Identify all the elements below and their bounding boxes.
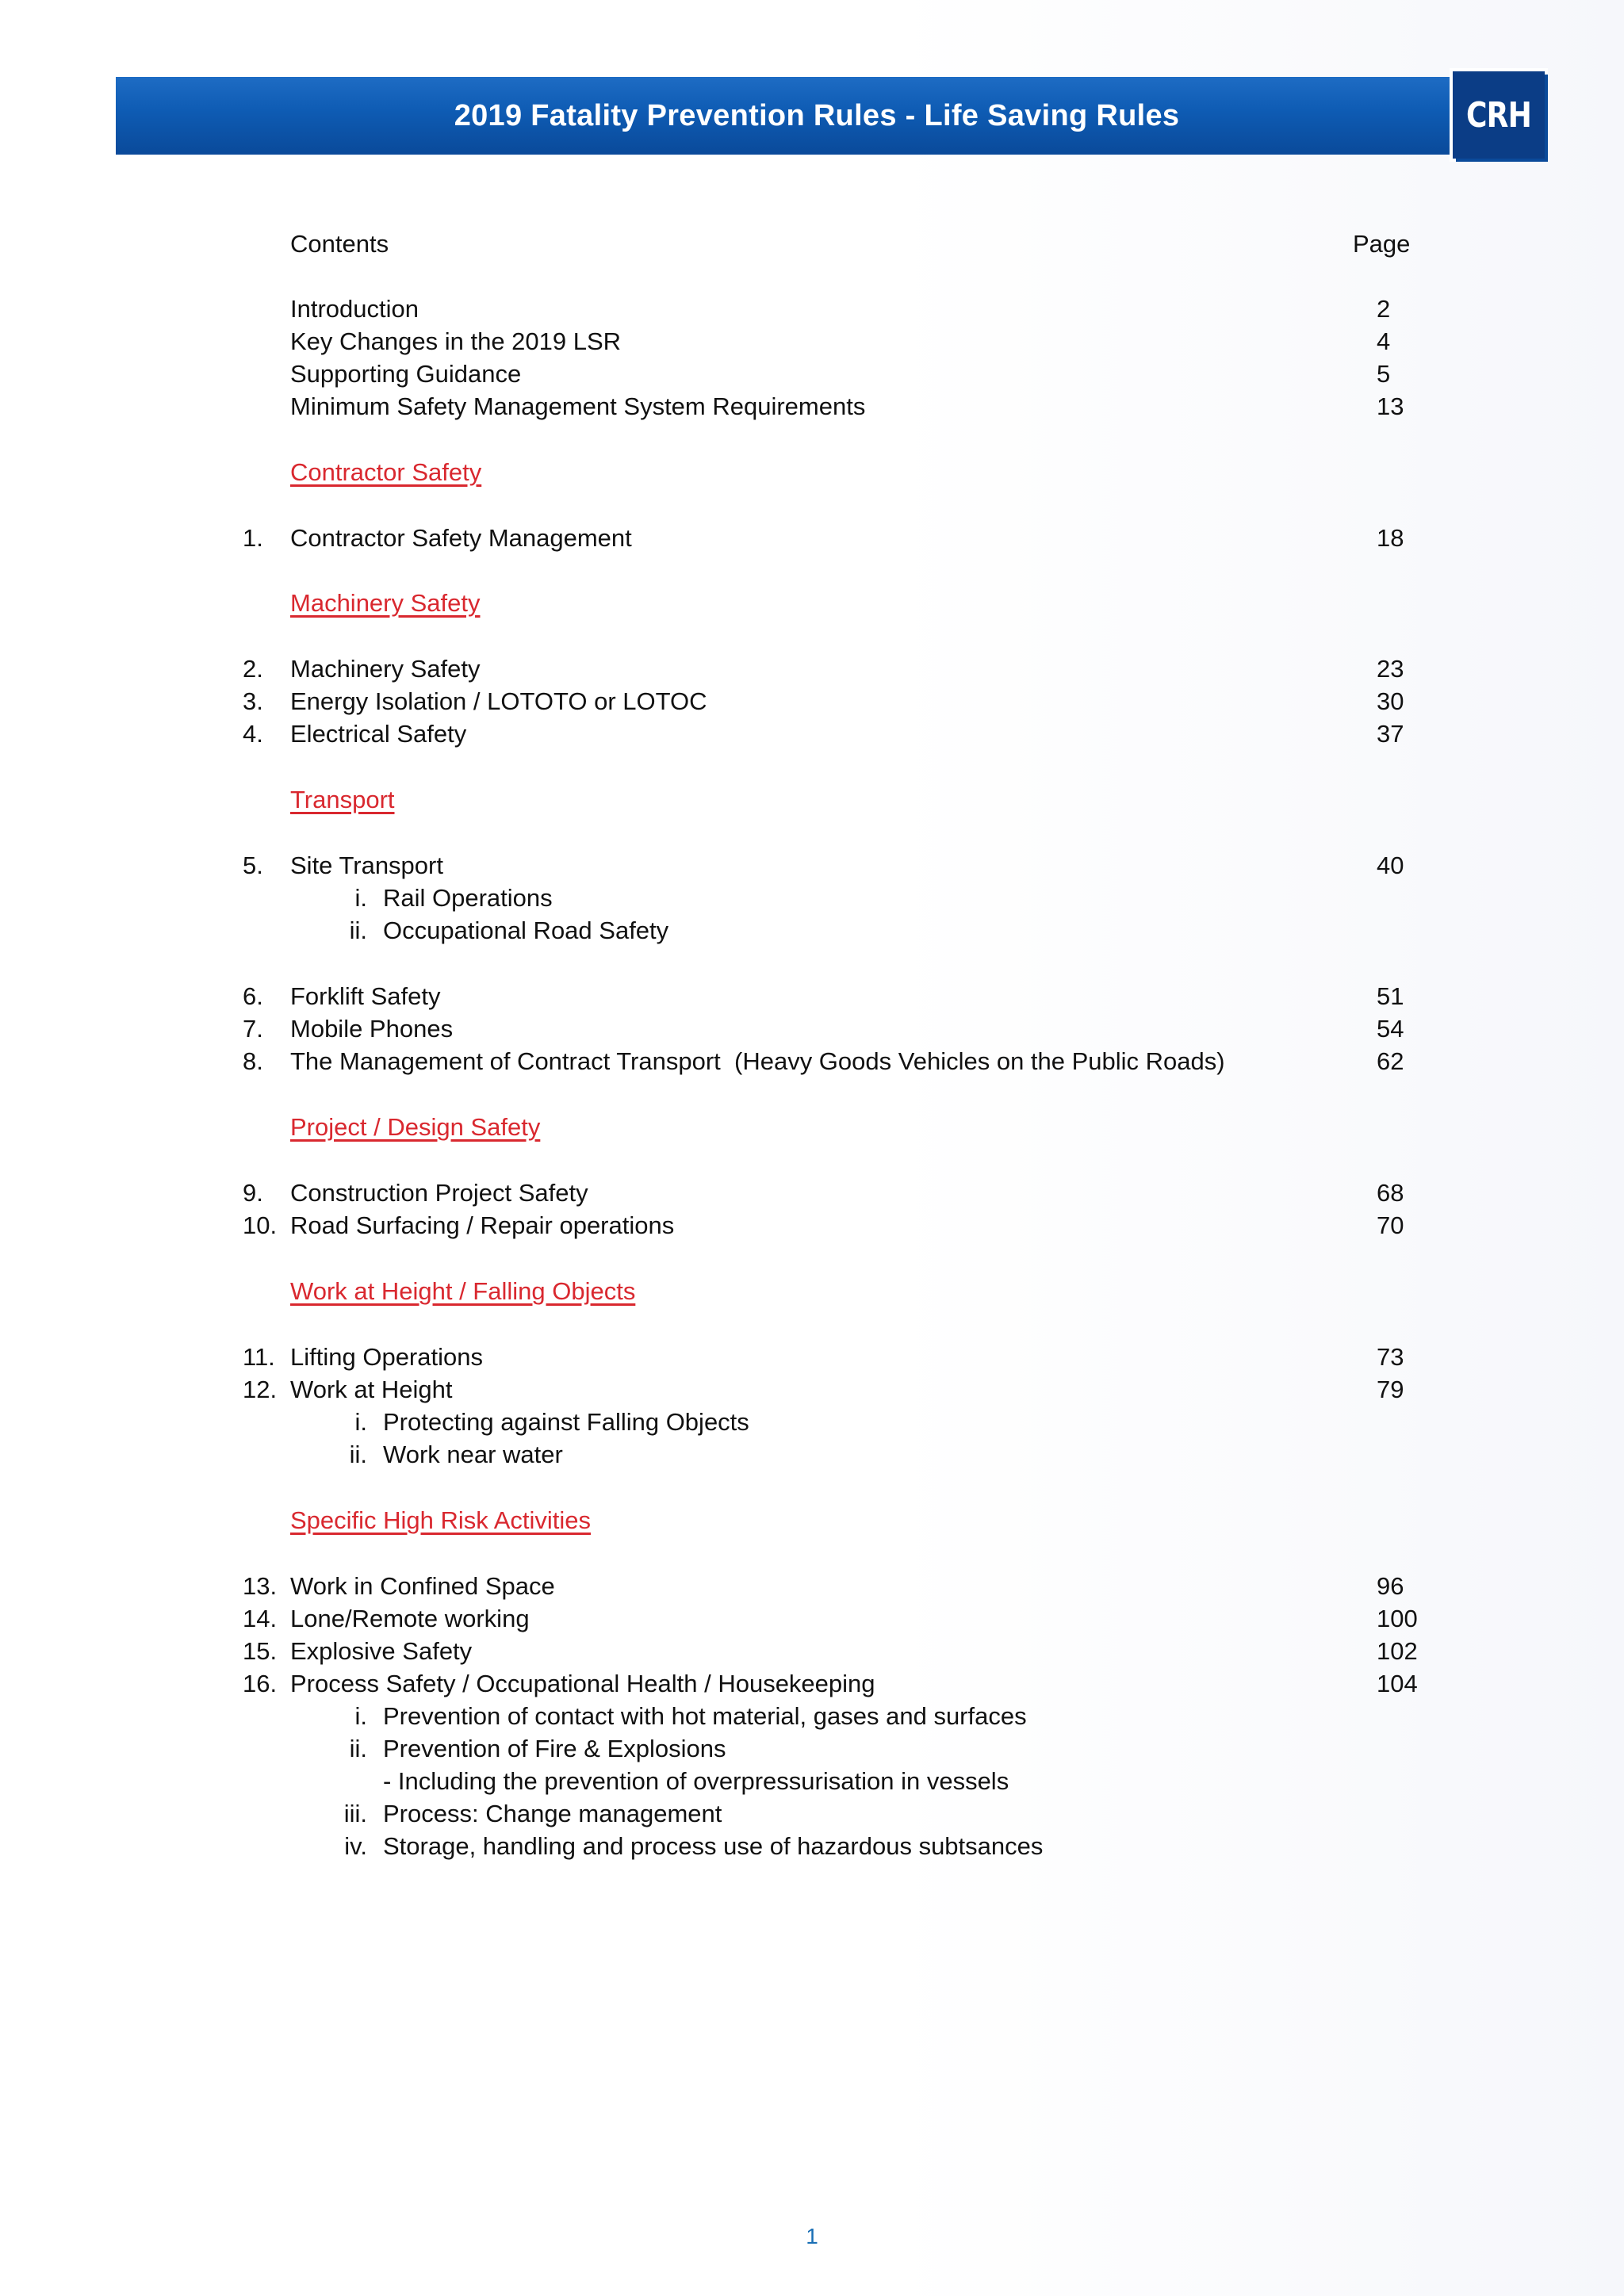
entry-number: 10. (243, 1211, 278, 1239)
contents-heading: Contents (290, 230, 389, 258)
entry-label: Explosive Safety (290, 1637, 473, 1665)
toc-entry[interactable] (0, 1012, 1624, 1045)
entry-number: 9. (243, 1179, 263, 1207)
title-banner (116, 77, 1546, 155)
subentry-label: Process: Change management (383, 1800, 722, 1827)
entry-number: 15. (243, 1637, 278, 1665)
toc-entry[interactable] (0, 1045, 1624, 1077)
subentry-number: ii. (349, 1441, 367, 1468)
toc-subentry[interactable] (0, 914, 1624, 947)
toc-subentry[interactable] (0, 1438, 1624, 1471)
entry-label: Key Changes in the 2019 LSR (290, 327, 622, 355)
entry-page: 18 (1377, 524, 1404, 552)
toc-entry[interactable] (0, 1635, 1624, 1667)
entry-label: Lone/Remote working (290, 1605, 530, 1632)
section-heading-row (0, 1275, 1624, 1307)
toc-header-row (0, 228, 1624, 260)
entry-label: Work in Confined Space (290, 1572, 555, 1600)
entry-label: Contractor Safety Management (290, 524, 632, 552)
section-link[interactable]: Work at Height / Falling Objects (290, 1277, 636, 1305)
subentry-label: Prevention of Fire & Explosions (383, 1735, 726, 1762)
entry-label: Introduction (290, 295, 419, 323)
entry-number: 6. (243, 982, 263, 1010)
entry-number: 13. (243, 1572, 278, 1600)
entry-page: 51 (1377, 982, 1404, 1010)
entry-label: Machinery Safety (290, 655, 481, 683)
logo-text: CRH (1466, 94, 1531, 136)
entry-page: 4 (1377, 327, 1391, 355)
entry-page: 30 (1377, 687, 1404, 715)
crh-logo (1453, 71, 1545, 159)
toc-subentry[interactable] (0, 1406, 1624, 1438)
toc-entry[interactable] (0, 522, 1624, 554)
entry-label: The Management of Contract Transport (Heavy Goods Vehicles on the Public Roads) (290, 1047, 1225, 1075)
subentry-label: Protecting against Falling Objects (383, 1408, 749, 1436)
entry-label: Supporting Guidance (290, 360, 522, 388)
section-link[interactable]: Contractor Safety (290, 458, 482, 486)
toc-subentry[interactable] (0, 1830, 1624, 1862)
entry-number: 16. (243, 1670, 278, 1697)
toc-subentry[interactable] (0, 1797, 1624, 1830)
entry-number: 7. (243, 1015, 263, 1043)
entry-page: 62 (1377, 1047, 1404, 1075)
toc-entry[interactable] (0, 685, 1624, 718)
entry-page: 23 (1377, 655, 1404, 683)
subentry-label: Storage, handling and process use of hazardous subtsances (383, 1832, 1044, 1860)
toc-subentry[interactable] (0, 882, 1624, 914)
entry-page: 96 (1377, 1572, 1404, 1600)
subentry-number: iv. (344, 1832, 367, 1860)
toc-entry[interactable] (0, 358, 1624, 390)
entry-label: Process Safety / Occupational Health / Housekeeping (290, 1670, 875, 1697)
subentry-label: Prevention of contact with hot material, gases and surfaces (383, 1702, 1027, 1730)
entry-page: 70 (1377, 1211, 1404, 1239)
entry-page: 13 (1377, 392, 1404, 420)
toc-subentry (0, 1765, 1624, 1797)
entry-label: Construction Project Safety (290, 1179, 588, 1207)
section-heading-row (0, 783, 1624, 816)
subentry-label: Work near water (383, 1441, 563, 1468)
entry-number: 2. (243, 655, 263, 683)
entry-page: 2 (1377, 295, 1391, 323)
entry-page: 104 (1377, 1670, 1418, 1697)
entry-label: Work at Height (290, 1376, 453, 1403)
section-heading-row (0, 1504, 1624, 1536)
toc-subentry[interactable] (0, 1732, 1624, 1765)
toc-entry[interactable] (0, 849, 1624, 882)
entry-label: Road Surfacing / Repair operations (290, 1211, 675, 1239)
toc-entry[interactable] (0, 390, 1624, 423)
entry-number: 5. (243, 851, 263, 879)
entry-page: 73 (1377, 1343, 1404, 1371)
subentry-number: ii. (349, 916, 367, 944)
subentry-label: Rail Operations (383, 884, 553, 912)
entry-label: Lifting Operations (290, 1343, 483, 1371)
entry-number: 12. (243, 1376, 278, 1403)
entry-page: 79 (1377, 1376, 1404, 1403)
section-link[interactable]: Specific High Risk Activities (290, 1506, 592, 1534)
subentry-number: i. (354, 1408, 367, 1436)
entry-number: 11. (243, 1343, 275, 1371)
section-link[interactable]: Transport (290, 786, 395, 813)
entry-number: 3. (243, 687, 263, 715)
entry-label: Forklift Safety (290, 982, 441, 1010)
entry-page: 37 (1377, 720, 1404, 748)
document-title: 2019 Fatality Prevention Rules - Life Saving Rules (454, 98, 1180, 132)
toc-entry[interactable] (0, 1373, 1624, 1406)
entry-number: 14. (243, 1605, 278, 1632)
subentry-label: Occupational Road Safety (383, 916, 669, 944)
subentry-number: ii. (349, 1735, 367, 1762)
toc-entry[interactable] (0, 652, 1624, 685)
subentry-number: i. (354, 1702, 367, 1730)
toc-entry[interactable] (0, 1570, 1624, 1602)
entry-page: 102 (1377, 1637, 1418, 1665)
section-heading-row (0, 456, 1624, 488)
entry-label: Mobile Phones (290, 1015, 454, 1043)
section-heading-row (0, 1111, 1624, 1143)
entry-page: 54 (1377, 1015, 1404, 1043)
page-heading: Page (1353, 230, 1411, 258)
page-number: 1 (806, 2224, 818, 2248)
entry-label: Energy Isolation / LOTOTO or LOTOC (290, 687, 707, 715)
toc-subentry[interactable] (0, 1700, 1624, 1732)
toc-entry[interactable] (0, 718, 1624, 750)
entry-number: 4. (243, 720, 263, 748)
section-heading-row (0, 587, 1624, 619)
entry-page: 5 (1377, 360, 1391, 388)
toc-entry[interactable] (0, 1602, 1624, 1635)
entry-label: Site Transport (290, 851, 443, 879)
subentry-number: i. (354, 884, 367, 912)
entry-page: 40 (1377, 851, 1404, 879)
toc-entry[interactable] (0, 1341, 1624, 1373)
toc-entry[interactable] (0, 293, 1624, 325)
toc-entry[interactable] (0, 980, 1624, 1012)
entry-page: 100 (1377, 1605, 1418, 1632)
section-link[interactable]: Project / Design Safety (290, 1113, 541, 1141)
toc-entry[interactable] (0, 1177, 1624, 1209)
toc-entry[interactable] (0, 1209, 1624, 1242)
entry-label: Minimum Safety Management System Requirements (290, 392, 866, 420)
subentry-note: - Including the prevention of overpressurisation in vessels (383, 1767, 1009, 1795)
section-link[interactable]: Machinery Safety (290, 589, 481, 617)
toc-entry[interactable] (0, 1667, 1624, 1700)
toc-entry[interactable] (0, 325, 1624, 358)
entry-number: 1. (243, 524, 263, 552)
subentry-number: iii. (343, 1800, 367, 1827)
entry-label: Electrical Safety (290, 720, 467, 748)
entry-page: 68 (1377, 1179, 1404, 1207)
entry-number: 8. (243, 1047, 263, 1075)
